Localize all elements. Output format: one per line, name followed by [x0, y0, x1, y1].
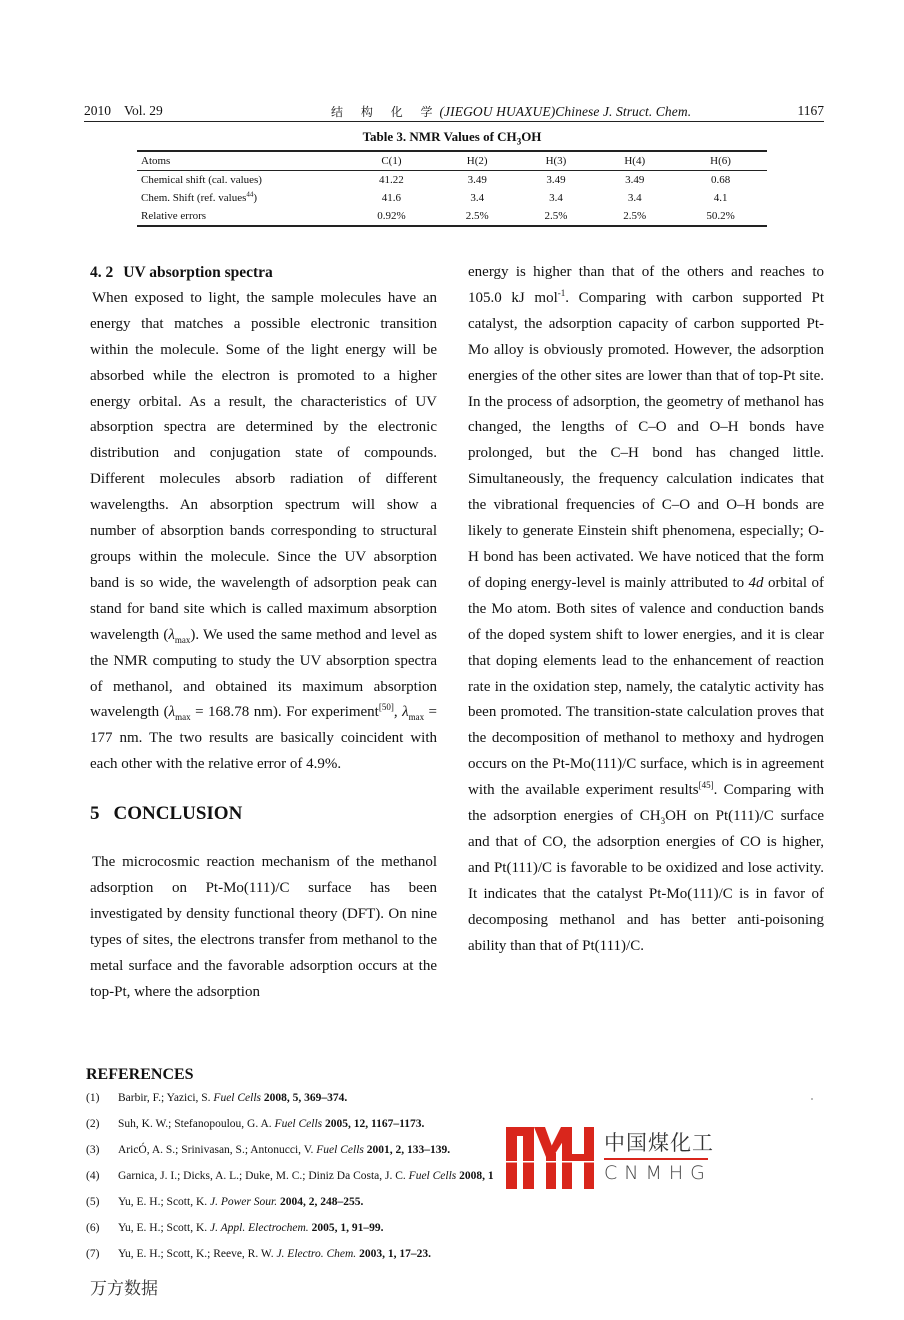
citation[interactable]: [45]: [698, 780, 714, 791]
references-heading: REFERENCES: [86, 1066, 194, 1083]
nmr-table: [137, 150, 767, 227]
logo-english-name: CNMHG: [604, 1162, 712, 1184]
mh-logo-icon: [506, 1127, 594, 1189]
table-row: [137, 171, 767, 190]
section-heading-conclusion: 5 CONCLUSION: [90, 803, 243, 825]
reference-item: (2) Suh, K. W.; Stefanopoulou, G. A. Fuel Cells 2005, 12, 1167–1173.: [86, 1118, 425, 1130]
reference-item: (7) Yu, E. H.; Scott, K.; Reeve, R. W. J. Electro. Chem. 2003, 1, 17–23.: [86, 1248, 431, 1260]
watermark-logo: [506, 1127, 716, 1189]
table-cell: 41.6: [381, 192, 402, 204]
header-journal-cn: 结 构 化 学: [331, 105, 440, 119]
table-caption: [0, 129, 904, 145]
table-cell: 3.49: [467, 174, 487, 186]
running-header: [84, 101, 824, 122]
header-journal: [331, 103, 691, 120]
table-cell: 2.5%: [544, 210, 568, 222]
table-cell: 41.22: [379, 174, 404, 186]
column-header: H(3): [545, 155, 567, 167]
logo-chinese-name: 中国煤化工: [604, 1131, 714, 1155]
table-caption-text: Table 3. NMR Values of CH: [362, 129, 517, 144]
row-label: Chem. Shift (ref. values$^{44}$): [141, 190, 258, 204]
header-year: 2010: [84, 103, 111, 118]
table-cell: 0.92%: [377, 210, 406, 222]
table-cell: 50.2%: [706, 210, 735, 222]
table-cell: 3.4: [627, 192, 642, 204]
table-row: [137, 189, 767, 207]
reference-item: (6) Yu, E. H.; Scott, K. J. Appl. Electrochem. 2005, 1, 91–99.: [86, 1222, 384, 1234]
row-label: Chemical shift (cal. values): [141, 174, 262, 186]
table-cell: 0.68: [710, 174, 731, 186]
section-heading-4-2: 4. 2 UV absorption spectra: [90, 264, 273, 281]
column-header: H(6): [710, 155, 731, 167]
table-cell: 3.49: [625, 174, 645, 186]
column-header: H(2): [466, 155, 488, 167]
paragraph-conclusion-continued: energy is higher than that of the others and reaches to 105.0 kJ mol$^{-1}$. Comparing with carbon supported Pt catalyst, the adsorption capacity of carbon supported Pt-Mo alloy is obviously promoted. However, the adsorption energies of the other sites are lower than that of top-Pt site. In the process of adsorption, the geometry of methanol has changed, the lengths of C–O and O–H bonds have prolonged, but the C–H bond has changed little. Simultaneously, the frequency calculation indicates that the vibrational frequencies of C–O and O–H bonds are likely to generate Einstein shift phenomena, especially; O-H bond has been activated. We have noticed that the form of doping energy-level is mainly attributed to 4d orbital of the Mo atom. Both sites of valence and conduction bands of the doped system shift to lower energies, and it is clear that doping elements lead to the enhancement of reaction rate in the oxidation step, namely, the catalytic activity has been promoted. The transition-state calculation proves that the decomposition of methanol to methoxy and hydrogen occurs on the Pt-Mo(111)/C surface, which is in agreement with the available experiment results[45]. Comparing with the adsorption energies of $CH_3OH$ on Pt(111)/C surface and that of CO, the adsorption energies of CO is higher, and Pt(111)/C is favorable to be oxidized and lose activity. It indicates that the catalyst Pt-Mo(111)/C is in favor of decomposing methanol and has better anti-poisoning ability than that of Pt(111)/C.: [468, 264, 824, 954]
table-cell: 2.5%: [465, 210, 489, 222]
header-page-number: 1167: [797, 103, 824, 118]
scan-artifact: [811, 1098, 813, 1100]
paragraph-uv-spectra: When exposed to light, the sample molecules have an energy that matches a possible electronic transition within the molecule. Some of the light energy will be absorbed while the electron is promoted to a higher energy orbital. As a result, the characteristics of UV absorption spectra are determined by the electronic distribution and conjugation state of compounds. Different molecules absorb radiation of different wavelengths. An absorption spectrum will show a number of absorption bands corresponding to structural groups within the molecule. Since the UV absorption band is so wide, the wavelength of adsorption peak can stand for band site which is called maximum absorption wavelength $(\lambda_{max})$. We used the same method and level as the NMR computing to study the UV absorption spectra of methanol, and obtained its maximum absorption wavelength ($\lambda_{max} = 168.78$ nm). For experiment[50], $\lambda_{max} = 177$ nm. The two results are basically coincident with each other with the relative error of 4.9%.: [90, 289, 438, 773]
left-column: [90, 260, 437, 1006]
reference-item: (3) AricÓ, A. S.; Srinivasan, S.; Antonucci, V. Fuel Cells 2001, 2, 133–139.: [86, 1144, 451, 1156]
header-volume: Vol. 29: [124, 103, 163, 118]
table-cell: 3.4: [549, 192, 563, 204]
column-header: C(1): [381, 155, 402, 167]
footer-watermark: 万方数据: [90, 1279, 158, 1299]
right-column: [468, 260, 824, 959]
table-cell: 2.5%: [623, 210, 647, 222]
reference-item: (1) Barbir, F.; Yazici, S. Fuel Cells 2008, 5, 369–374.: [86, 1092, 348, 1104]
reference-item: (4) Garnica, J. I.; Dicks, A. L.; Duke, M. C.; Diniz Da Costa, J. C. Fuel Cells 2008, 1: [86, 1170, 494, 1182]
citation[interactable]: [50]: [378, 702, 394, 713]
reference-item: (5) Yu, E. H.; Scott, K. J. Power Sour. 2004, 2, 248–255.: [86, 1196, 364, 1208]
header-journal-en: (JIEGOU HUAXUE)Chinese J. Struct. Chem.: [439, 104, 692, 119]
table-cell: 3.49: [546, 174, 566, 186]
paragraph-conclusion: The microcosmic reaction mechanism of the methanol adsorption on Pt-Mo(111)/C surface has been investigated by density functional theory (DFT). On nine types of sites, the electrons transfer from methanol to the metal surface and the favorable adsorption occurs at the top-Pt, where the adsorption: [90, 854, 437, 1000]
table-cell: 3.4: [470, 192, 485, 204]
column-header: Atoms: [141, 155, 171, 167]
table-header-row: [137, 151, 767, 171]
table-cell: 4.1: [713, 192, 728, 204]
table-row: [137, 207, 767, 226]
table-caption-sub: 3: [516, 136, 522, 147]
column-header: H(4): [624, 155, 646, 167]
logo-divider: [604, 1158, 708, 1160]
table-caption-suffix: OH: [521, 129, 542, 144]
row-label: Relative errors: [141, 210, 207, 222]
